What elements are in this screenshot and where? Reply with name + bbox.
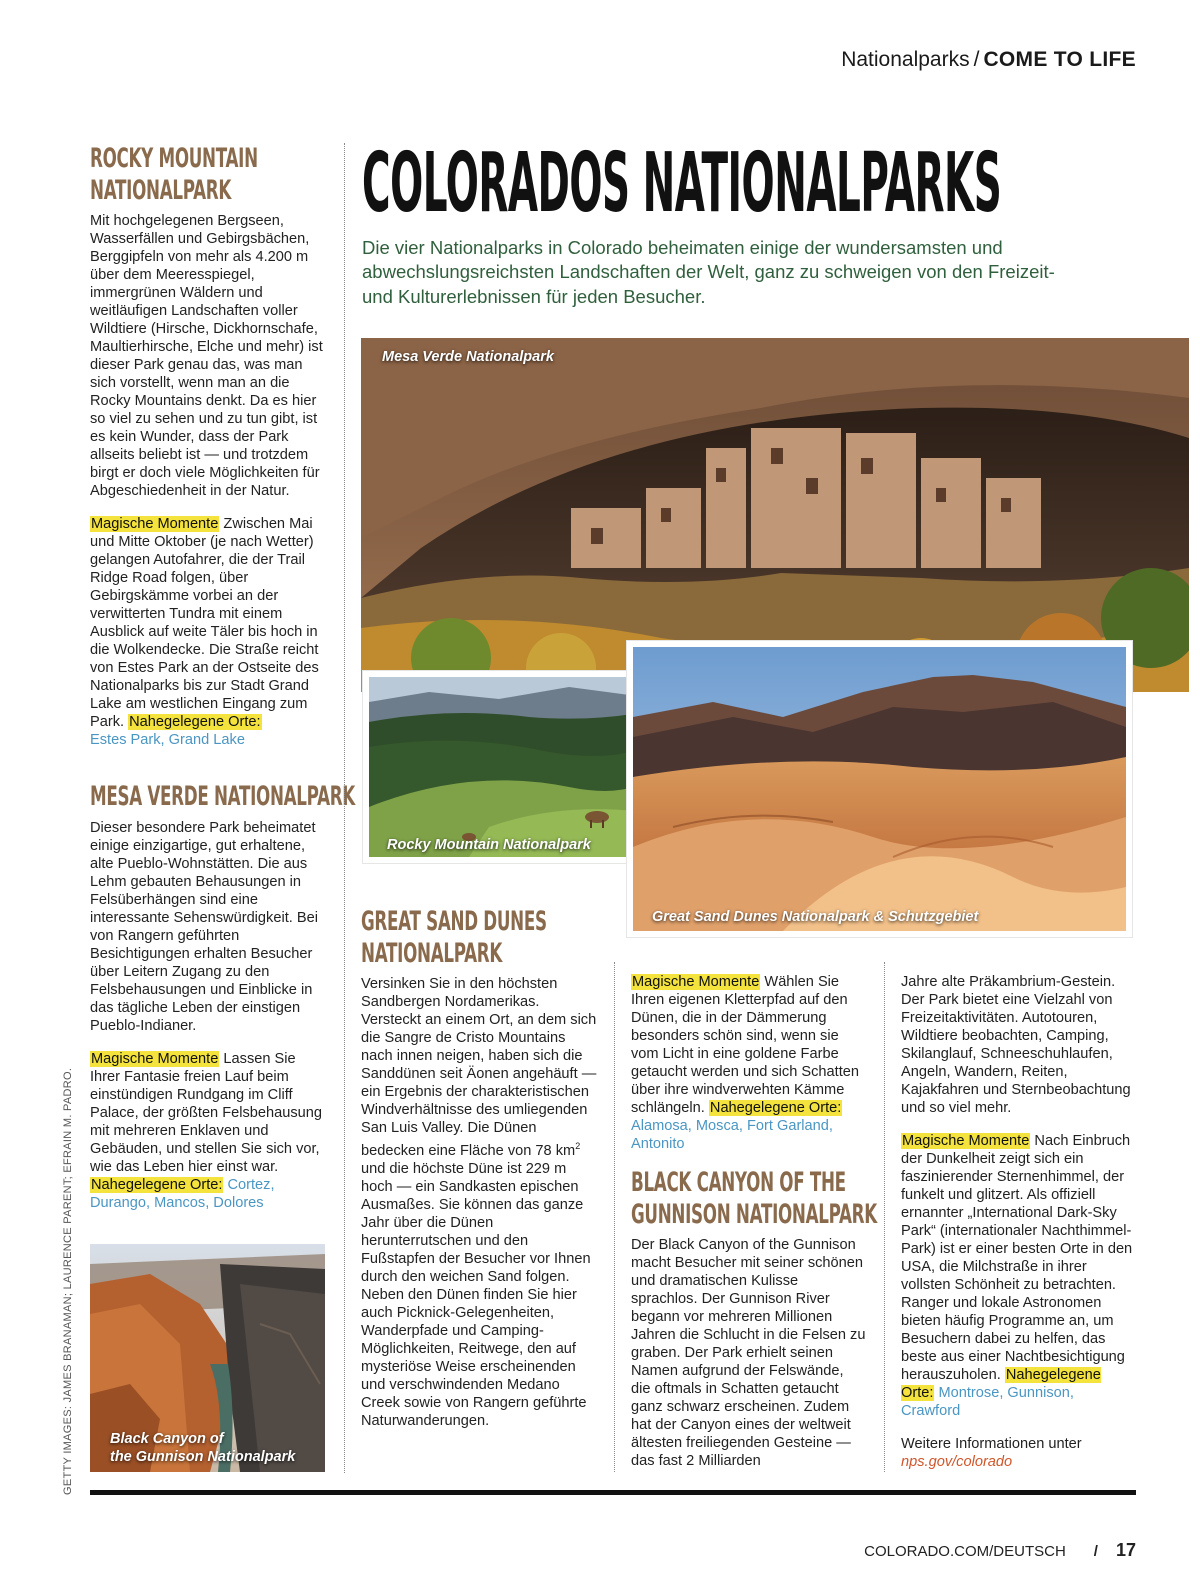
page-title: COLORADOS NATIONALPARKS bbox=[362, 136, 1002, 231]
rocky-body: Mit hochgelegenen Bergseen, Wasserfällen und Gebirgsbächen, Berggipfeln von mehr als 4.200 m über dem Meeresspiegel, immergrünen Wäldern und weitläufigen Landschaften voller Wildtiere (Hirsche, Dickhornschafe, Maultierhirsche, Elche und mehr) ist dieser Park genau das, was man sich vorstellt, wenn man an die Rocky Mountains denkt. Da es hier so viel zu sehen und zu tun gibt, ist es kein Wunder, dass der Park allseits beliebt ist — und trotzdem birgt er doch viele Möglichkeiten für Abgeschiedenheit in der Natur. bbox=[90, 213, 323, 499]
mesa-body: Dieser besondere Park beheimatet einige einzigartige, gut erhaltene, alte Pueblo-Wohnstätten. Die aus Lehm gebauten Behausungen in Felsüberhängen sind eine interessante Sehenswürdigkeit. Bei von Rangern geführten Besichtigungen erhalten Besucher über Leitern Zugang zu den Felsbehausungen und Einblicke in das tägliche Leben der einstigen Pueblo-Indianer. bbox=[90, 820, 318, 1034]
black-canyon-photo bbox=[90, 1244, 325, 1472]
sand-dunes-body bbox=[361, 975, 597, 1430]
heading-line-1: GREAT SAND DUNES bbox=[361, 906, 547, 937]
black-body-continued: Jahre alte Präkambrium-Gestein. Der Park bietet eine Vielzahl von Freizeitaktivitäten. Autotouren, Wildtiere beobachten, Camping, Skilanglauf, Schneeschuhlaufen, Angeln, Wandern, Reiten, Kajakfahren und Sternbeobachtung und so viel mehr. bbox=[901, 974, 1131, 1116]
more-info bbox=[901, 1435, 1137, 1471]
header-separator: / bbox=[973, 48, 980, 71]
nearby-label: Nahegelegene Orte: bbox=[91, 1177, 223, 1193]
heading-line-1: ROCKY MOUNTAIN bbox=[90, 143, 258, 174]
page-footer bbox=[864, 1540, 1136, 1561]
heading-line-2: NATIONALPARK bbox=[361, 938, 503, 969]
magic-text: Lassen Sie Ihrer Fantasie freien Lauf beim einstündigen Rundgang im Cliff Palace, der größten Felsbehausung mit mehreren Enklaven und Gebäuden, und stellen Sie sich vor, wie das Leben hier einst war. bbox=[90, 1051, 323, 1175]
body-part-1: Versinken Sie in den höchsten Sandbergen Nordamerikas. Versteckt an einem Ort, an dem sich die Sangre de Cristo Mountains nach innen neigen, haben sich die Sanddünen seit Äonen angehäuft — ein Ergebnis der charakteristischen Windverhältnisse des umliegenden San Luis Valley. Die Dünen bedecken eine Fläche von 78 km bbox=[361, 976, 597, 1159]
nearby-label: Nahegelegene Orte: bbox=[901, 1367, 1101, 1401]
heading-rocky-mountain bbox=[90, 143, 258, 207]
caption-black-canyon bbox=[110, 1430, 295, 1466]
nearby-places: Cortez, Durango, Mancos, Dolores bbox=[90, 1177, 275, 1211]
heading-black-canyon bbox=[631, 1167, 877, 1231]
sand-dunes-photo-frame bbox=[627, 641, 1132, 937]
cliff-dwelling-illustration bbox=[361, 338, 1189, 692]
magic-text: Zwischen Mai und Mitte Oktober (je nach Wetter) gelangen Autofahrer, die der Trail Ridge Road folgen, über Gebirgskämme vorbei an der verwitterten Tundra mit einem Ausblick auf weite Täler bis hoch in die Wolkendecke. Die Straße reicht von Estes Park an der Ostseite des Nationalparks bis zur Stadt Grand Lake am westlichen Eingang zum Park. bbox=[90, 516, 319, 730]
sand-dunes-photo bbox=[633, 647, 1126, 931]
magic-label: Magische Momente bbox=[902, 1133, 1030, 1149]
running-header bbox=[841, 48, 1136, 72]
black-canyon-body: Der Black Canyon of the Gunnison macht Besucher mit seiner schönen und dramatischen Kulisse sprachlos. Der Gunnison River begann vor mehreren Millionen Jahren die Schlucht in die Felsen zu graben. Der Park erhielt seinen Namen aufgrund der Felswände, die oftmals in Schatten getaucht ganz schwarz erscheinen. Zudem hat der Canyon eines der weltweit ältesten freiliegenden Gesteine — das fast 2 Milliarden bbox=[631, 1237, 866, 1469]
photo-credit: GETTY IMAGES: JAMES BRANAMAN; LAURENCE PARENT; EFRAIN M. PADRO. bbox=[62, 1067, 74, 1495]
brand-tagline: COME TO LIFE bbox=[983, 48, 1136, 71]
heading-line-2: GUNNISON NATIONALPARK bbox=[631, 1199, 877, 1230]
black-canyon-continued bbox=[901, 973, 1137, 1471]
nearby-places: Alamosa, Mosca, Fort Garland, Antonito bbox=[631, 1118, 833, 1152]
footer-separator: / bbox=[1093, 1543, 1098, 1560]
magic-label: Magische Momente bbox=[632, 974, 760, 990]
sand-dunes-magic-moments bbox=[631, 973, 867, 1153]
footer-site: COLORADO.COM/DEUTSCH bbox=[864, 1543, 1066, 1560]
heading-line-1: BLACK CANYON OF THE bbox=[631, 1167, 846, 1198]
column-divider bbox=[614, 962, 615, 1472]
nearby-places: Montrose, Gunnison, Crawford bbox=[901, 1385, 1074, 1419]
dunes-illustration bbox=[633, 647, 1126, 931]
body-part-2: und die höchste Düne ist 229 m hoch — ein Sandkasten epischen Ausmaßes. Sie können das ganze Jahr über die Dünen herunterrutschen und den Fußstapfen der Besucher vor Ihnen durch den weichen Sand folgen. Neben den Dünen finden Sie hier auch Picknick-Gelegenheiten, Wanderpfade und Camping-Möglichkeiten, Reitwege, den auf mysteriöse Weise erscheinenden und verschwindenden Medano Creek sowie von Rangern geführte Naturwanderungen. bbox=[361, 1160, 591, 1429]
caption-sand-dunes: Great Sand Dunes Nationalpark & Schutzgebiet bbox=[652, 909, 979, 925]
caption-line-2: the Gunnison Nationalpark bbox=[110, 1449, 296, 1465]
rocky-magic-moments bbox=[90, 515, 326, 749]
caption-line-1: Black Canyon of bbox=[110, 1431, 224, 1447]
section-name: Nationalparks bbox=[841, 48, 970, 71]
caption-rocky-mountain: Rocky Mountain Nationalpark bbox=[387, 837, 591, 853]
rocky-mountain-photo-frame bbox=[363, 671, 651, 863]
heading-great-sand-dunes bbox=[361, 906, 547, 970]
magic-label: Magische Momente bbox=[91, 516, 219, 532]
caption-mesa-verde: Mesa Verde Nationalpark bbox=[382, 349, 554, 365]
nps-link[interactable]: nps.gov/colorado bbox=[901, 1454, 1013, 1470]
magic-label: Magische Momente bbox=[91, 1051, 219, 1067]
magic-text: Wählen Sie Ihren eigenen Kletterpfad auf den Dünen, die in der Dämmerung besonders schön sind, wenn sie vom Licht in eine goldene Farbe getaucht werden und sich Schatten über ihre windverwehten Kämme schlängeln. bbox=[631, 974, 859, 1116]
lede-paragraph: Die vier Nationalparks in Colorado beheimaten einige der wundersamsten und abwechslungsreichsten Landschaften der Welt, ganz zu schweigen von den Freizeit- und Kulturerlebnissen für jeden Besucher. bbox=[362, 237, 1055, 307]
heading-mesa-verde: MESA VERDE NATIONALPARK bbox=[90, 781, 355, 812]
mesa-magic-moments bbox=[90, 1050, 326, 1212]
rocky-mountain-section bbox=[90, 212, 326, 749]
heading-line-2: NATIONALPARK bbox=[90, 175, 232, 206]
footer-rule bbox=[90, 1490, 1136, 1495]
page-number: 17 bbox=[1115, 1540, 1136, 1560]
magic-text: Nach Einbruch der Dunkelheit zeigt sich ein faszinierender Sternenhimmel, der funkelt und glitzert. Als offiziell ernannter „International Dark-Sky Park“ (internationaler Nachthimmel-Park) ist er einer besten Orte in den USA, die Milchstraße in ihrer vollsten Schönheit zu betrachten. Ranger und lokale Astronomen bieten häufig Programme an, um Besuchern dabei zu helfen, das beste aus einer Nachtbesichtigung herauszuholen. bbox=[901, 1133, 1133, 1383]
more-info-text: Weitere Informationen unter bbox=[901, 1436, 1082, 1452]
rocky-mountain-photo bbox=[369, 677, 645, 857]
mesa-verde-section bbox=[90, 819, 326, 1212]
meadow-illustration bbox=[369, 677, 645, 857]
nearby-places: Estes Park, Grand Lake bbox=[90, 732, 245, 748]
column-divider bbox=[344, 143, 345, 1473]
mesa-verde-photo bbox=[361, 338, 1189, 692]
nearby-label: Nahegelegene Orte: bbox=[709, 1100, 842, 1116]
nearby-label: Nahegelegene Orte: bbox=[129, 714, 261, 730]
column-divider bbox=[884, 962, 885, 1472]
superscript: 2 bbox=[575, 1141, 581, 1151]
black-magic-moments bbox=[901, 1132, 1137, 1420]
